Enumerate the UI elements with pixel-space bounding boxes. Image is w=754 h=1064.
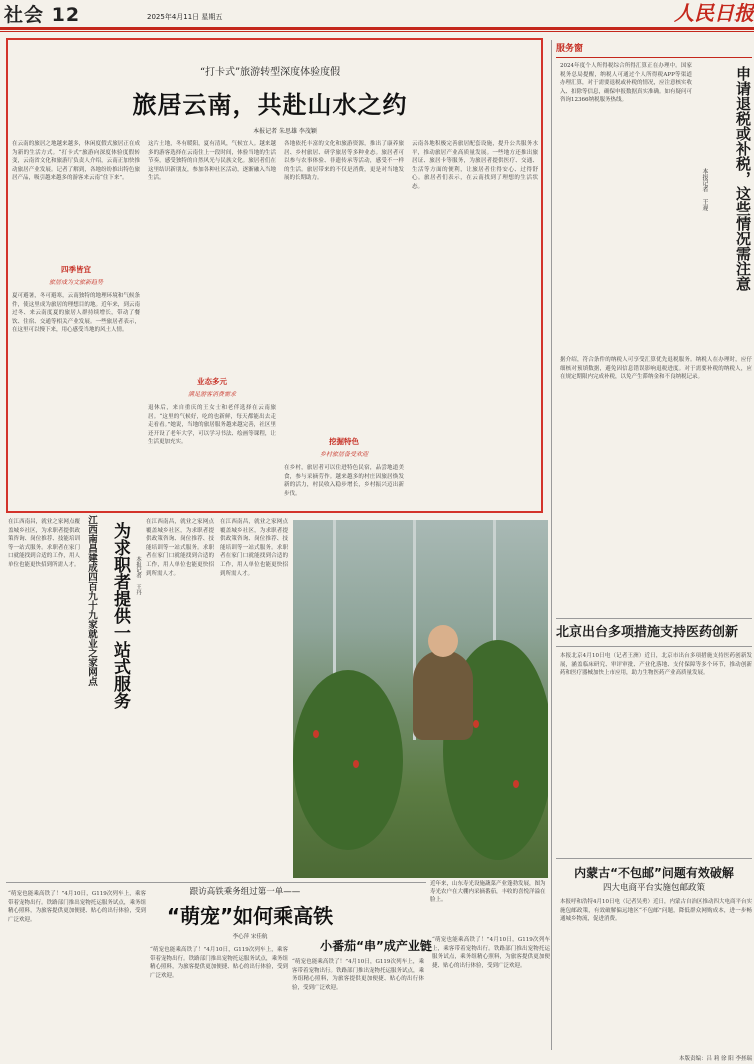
service-byline: 本报记者 王观 <box>701 168 708 211</box>
lead-column-1: 在云南的旅居之地越来越多，休闲度假式旅居正在成为新的生活方式。“打卡式”旅游向深度体验度假转变，云南省文化和旅游厅负责人介绍，云南正加快推动旅居产业发展。记者了解到，各地纷纷推出特色旅居产品，吸引越来越多的游客来云南“住下来”。 <box>12 141 140 182</box>
newspaper-logo: 人民日报 <box>674 1 754 25</box>
lead-column-2: 这片土地，冬有暖阳，夏有清风，气候宜人。越来越多的游客选择在云南住上一段时间，体验当地的生活节奏，感受独特的自然风光与民族文化。旅居者们在这里结识新朋友，参加各种社区活动，逐渐融入当地生活。 <box>148 141 276 182</box>
bottom-headline[interactable]: “萌宠”如何乘高铁 <box>166 904 334 928</box>
lead-subhead-3b: 乡村旅居备受欢迎 <box>319 451 368 458</box>
tomato <box>473 720 479 728</box>
lead-subhead-1: 四季皆宜 <box>61 265 91 274</box>
masthead-rule-thin <box>0 31 754 32</box>
lead-column-3: 各地依托丰富的文化和旅游资源，推出了康养旅居、乡村旅居、研学旅居等多种业态。旅居者可以参与农事体验、非遗传承等活动，感受不一样的生活。旅居带来的不仅是消费，更是对当地发展的长期助力。 <box>284 141 404 182</box>
service-body-1: 2024年度个人所得税综合所得汇算正在办理中。国家税务总局提醒，纳税人可通过个人所得税APP等渠道办理汇算，对于需要退税或补税的情况，应注意核实收入、扣除等信息，确保申报数据真实准确。如有疑问可咨询12366纳税服务热线。 <box>560 63 692 104</box>
section-divider <box>556 858 752 859</box>
bottom-body-4: “萌宠也能乘高铁了！”4月10日，G119次列车上，乘客带着宠物出行。铁路部门推出宠物托运服务试点，乘务组精心照料，为旅客提供更加便捷、贴心的出行体验，受到广泛欢迎。 <box>432 937 550 969</box>
service-section-label: 服务窗 <box>556 44 584 54</box>
jiangxi-body-1: 在江西南昌，就业之家网点覆盖城乡社区，为求职者提供政策咨询、岗位推荐、技能培训等一站式服务。求职者在家门口就能找到合适的工作，用人单位也能更快招到所需人才。 <box>8 519 80 568</box>
jiangxi-headline[interactable]: 为求职者提供一站式服务 <box>110 522 130 709</box>
column-divider <box>551 40 552 1050</box>
page-footer: 本版责编：吕 莉 徐 阳 李拯瑞 <box>679 1056 752 1062</box>
lead-column-2b: 退休后，来自重庆的王女士和老伴选择在云南旅居。“这里的气候好，吃的也新鲜，每天都能出去走走看看。”她说，当地的旅居服务越来越完善，社区里还开设了老年大学，可以学习书法、绘画等课程，让生活更加充实。 <box>148 405 276 446</box>
issue-date: 2025年4月11日 星期五 <box>147 13 223 21</box>
tomato <box>513 780 519 788</box>
lead-column-4: 云南各地积极完善旅居配套设施，提升公共服务水平，推动旅居产业高质量发展。一些地方还推出旅居证、旅居卡等服务，为旅居者提供医疗、交通、生活等方面的便利，让旅居者住得安心、过得舒心。旅居者们表示，在云南找到了理想的生活状态。 <box>412 141 538 190</box>
lead-subhead-3: 挖掘特色 <box>329 437 359 446</box>
neimeng-subhead: 四大电商平台实施包邮政策 <box>602 883 705 893</box>
tomato <box>313 730 319 738</box>
photo-caption: 近年来，山东寿光设施蔬菜产业蓬勃发展，图为寿光农户在大棚内采摘番茄，丰收的喜悦洋溢在脸上。 <box>430 881 546 903</box>
bottom-body-1: “萌宠也能乘高铁了！”4月10日，G119次列车上，乘客带着宠物出行。铁路部门推出宠物托运服务试点，乘务组精心照料，为旅客提供更加便捷、贴心的出行体验，受到广泛欢迎。 <box>8 891 146 923</box>
beijing-headline[interactable]: 北京出台多项措施支持医药创新 <box>556 625 739 640</box>
farmer-figure <box>413 650 473 740</box>
bottom-byline: 李心萍 宋佳航 <box>232 934 268 940</box>
photo-headline[interactable]: 小番茄“串”成产业链 <box>320 939 432 953</box>
tomato <box>353 760 359 768</box>
lead-subhead-2: 业态多元 <box>197 377 227 386</box>
service-rule <box>556 57 752 58</box>
lead-byline: 本报记者 朱思雄 李茂颖 <box>253 128 317 135</box>
lead-headline[interactable]: 旅居云南，共赴山水之约 <box>132 91 408 119</box>
tomato-vine <box>293 670 403 850</box>
jiangxi-body-3: 在江西南昌，就业之家网点覆盖城乡社区，为求职者提供政策咨询、岗位推荐、技能培训等一站式服务。求职者在家门口就能找到合适的工作，用人单位也能更快招到所需人才。 <box>220 519 288 577</box>
neimeng-body: 本报呼和浩特4月10日电（记者吴勇）近日，内蒙古自治区推动四大电商平台实施包邮政策，有效破解偏远地区“不包邮”问题，降低群众网购成本，进一步畅通城乡物流，促进消费。 <box>560 899 752 923</box>
beijing-body: 本报北京4月10日电（记者王洲）近日，北京市出台多项措施支持医药创新发展，涵盖临床研究、审评审批、产业化落地、支付保障等多个环节，推动创新药和医疗器械加快上市应用，助力生物医药产业高质量发展。 <box>560 653 752 677</box>
farmer-face <box>428 625 458 657</box>
jiangxi-kicker: 江西南昌建成四百九十九家就业之家网点 <box>86 515 97 686</box>
beijing-rule <box>556 646 752 647</box>
jiangxi-byline: 本报记者 王丹 <box>135 556 141 595</box>
neimeng-headline[interactable]: 内蒙古“不包邮”问题有效破解 <box>574 866 734 880</box>
greenhouse-photo[interactable] <box>293 520 548 878</box>
lead-subhead-2b: 满足游客消费需求 <box>187 391 236 398</box>
section-title: 社会 12 <box>4 4 81 26</box>
service-headline[interactable]: 申请退税或补税，这些情况需注意 <box>734 66 752 291</box>
service-body-2: 据介绍，符合条件的纳税人可享受汇算优先退税服务。纳税人在办理时，应仔细核对预填数据，避免因信息错误影响退税进度。对于需要补税的纳税人，应在规定期限内完成补税，以免产生滞纳金和不良纳税记录。 <box>560 357 752 381</box>
lead-column-3b: 在乡村，旅居者可以住进特色民宿，品尝地道美食，参与采摘劳作。越来越多的村庄因旅居焕发新的活力，村民收入稳步增长，乡村振兴迈出新步伐。 <box>284 465 404 497</box>
lead-subhead-1b: 旅居成为文旅新趋势 <box>48 279 103 286</box>
lead-column-1b: 夏可避暑，冬可避寒，云南独特的地理环境和气候条件，使这里成为旅居的理想目的地。近年来，到云南过冬、来云南度夏的旅居人群持续增长，带动了餐饮、住宿、交通等相关产业发展。一些旅居者表示，在这里可以慢下来，用心感受当地的风土人情。 <box>12 293 140 334</box>
bottom-body-2: “萌宠也能乘高铁了！”4月10日，G119次列车上，乘客带着宠物出行。铁路部门推出宠物托运服务试点，乘务组精心照料，为旅客提供更加便捷、贴心的出行体验，受到广泛欢迎。 <box>150 947 288 979</box>
lead-kicker: “打卡式”旅游转型深度体验度假 <box>199 67 341 78</box>
bottom-kicker: 跟访高铁乘务组过第一单—— <box>189 887 301 897</box>
masthead-rule <box>0 27 754 30</box>
jiangxi-body-2: 在江西南昌，就业之家网点覆盖城乡社区，为求职者提供政策咨询、岗位推荐、技能培训等一站式服务。求职者在家门口就能找到合适的工作，用人单位也能更快招到所需人才。 <box>146 519 214 577</box>
section-divider <box>556 618 752 619</box>
bottom-body-3: “萌宠也能乘高铁了！”4月10日，G119次列车上，乘客带着宠物出行。铁路部门推出宠物托运服务试点，乘务组精心照料，为旅客提供更加便捷、贴心的出行体验，受到广泛欢迎。 <box>292 959 424 991</box>
section-divider <box>6 882 426 883</box>
